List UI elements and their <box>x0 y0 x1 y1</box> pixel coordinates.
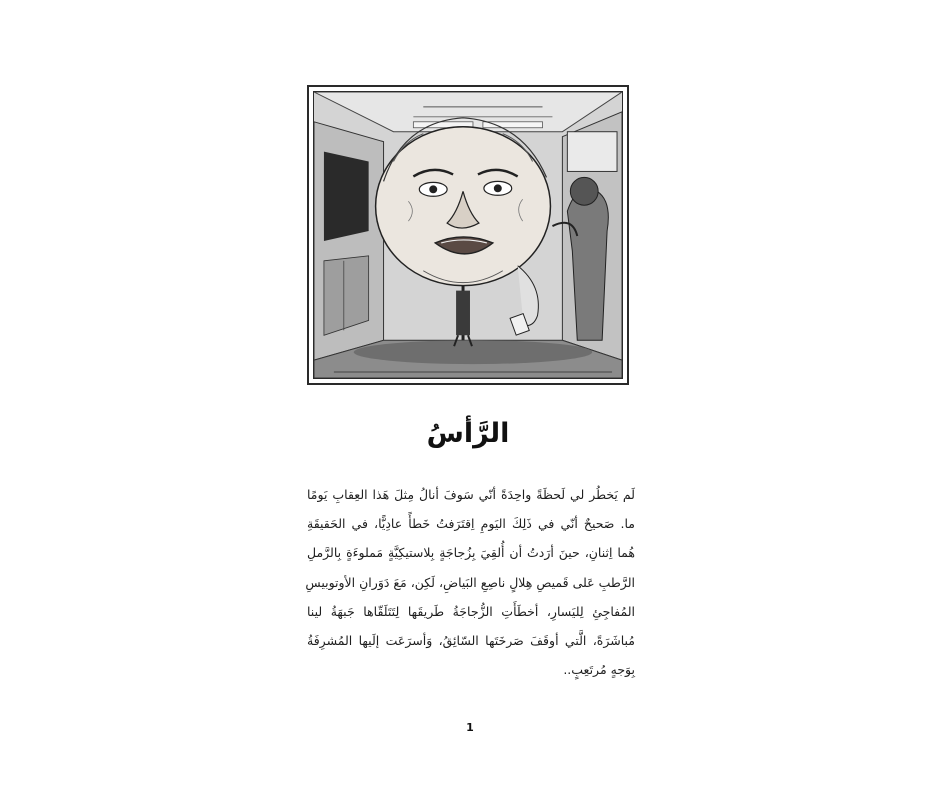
body-line: الرَّطبِ عَلى قَميصِ هِلالٍ ناصِعِ البَياضِ، لَكِن، مَعَ دَوَرانِ الأوتوبيسِ <box>305 574 635 590</box>
story-illustration <box>313 91 623 379</box>
body-line: هُما اِثنانِ، حينَ أرَدتُ أن أُلقِيَ بِزُجاجَةٍ بِلاستيكِيَّةٍ مَملوءَةٍ بِالرَّملِ <box>307 545 635 561</box>
page-number: 1 <box>466 721 474 734</box>
body-line: مُباشَرَةً، الَّتي أوقَفَ صَرخَتَها السّائِقُ، وَأسرَعَت إلَيها المُشرِفَةُ <box>307 633 635 649</box>
body-line: بِوَجهٍ مُرتَعِبٍ.. <box>563 662 635 678</box>
bus-giant-head-illustration <box>314 92 622 378</box>
story-body <box>307 480 635 684</box>
body-line: المُفاجِئِ لِليَسارِ، أخطَأَتِ الزُّجاجَةُ طَريقَها لِتَتَلَقّاها جَبهَةُ لينا <box>307 603 635 619</box>
illustration-frame <box>307 85 629 385</box>
body-line: لَم يَخطُر لي لَحظَةً واحِدَةً أنّي سَوفَ أنالُ مِثلَ هَذا العِقابِ يَومًا <box>307 487 635 502</box>
story-title: الرَّأسُ <box>426 418 510 449</box>
body-line: ما. صَحيحٌ أنّي في ذَلِكَ اليَومِ اِقتَرَفتُ خَطأً عادِيًّا، في الحَقيقَةِ <box>307 516 635 532</box>
